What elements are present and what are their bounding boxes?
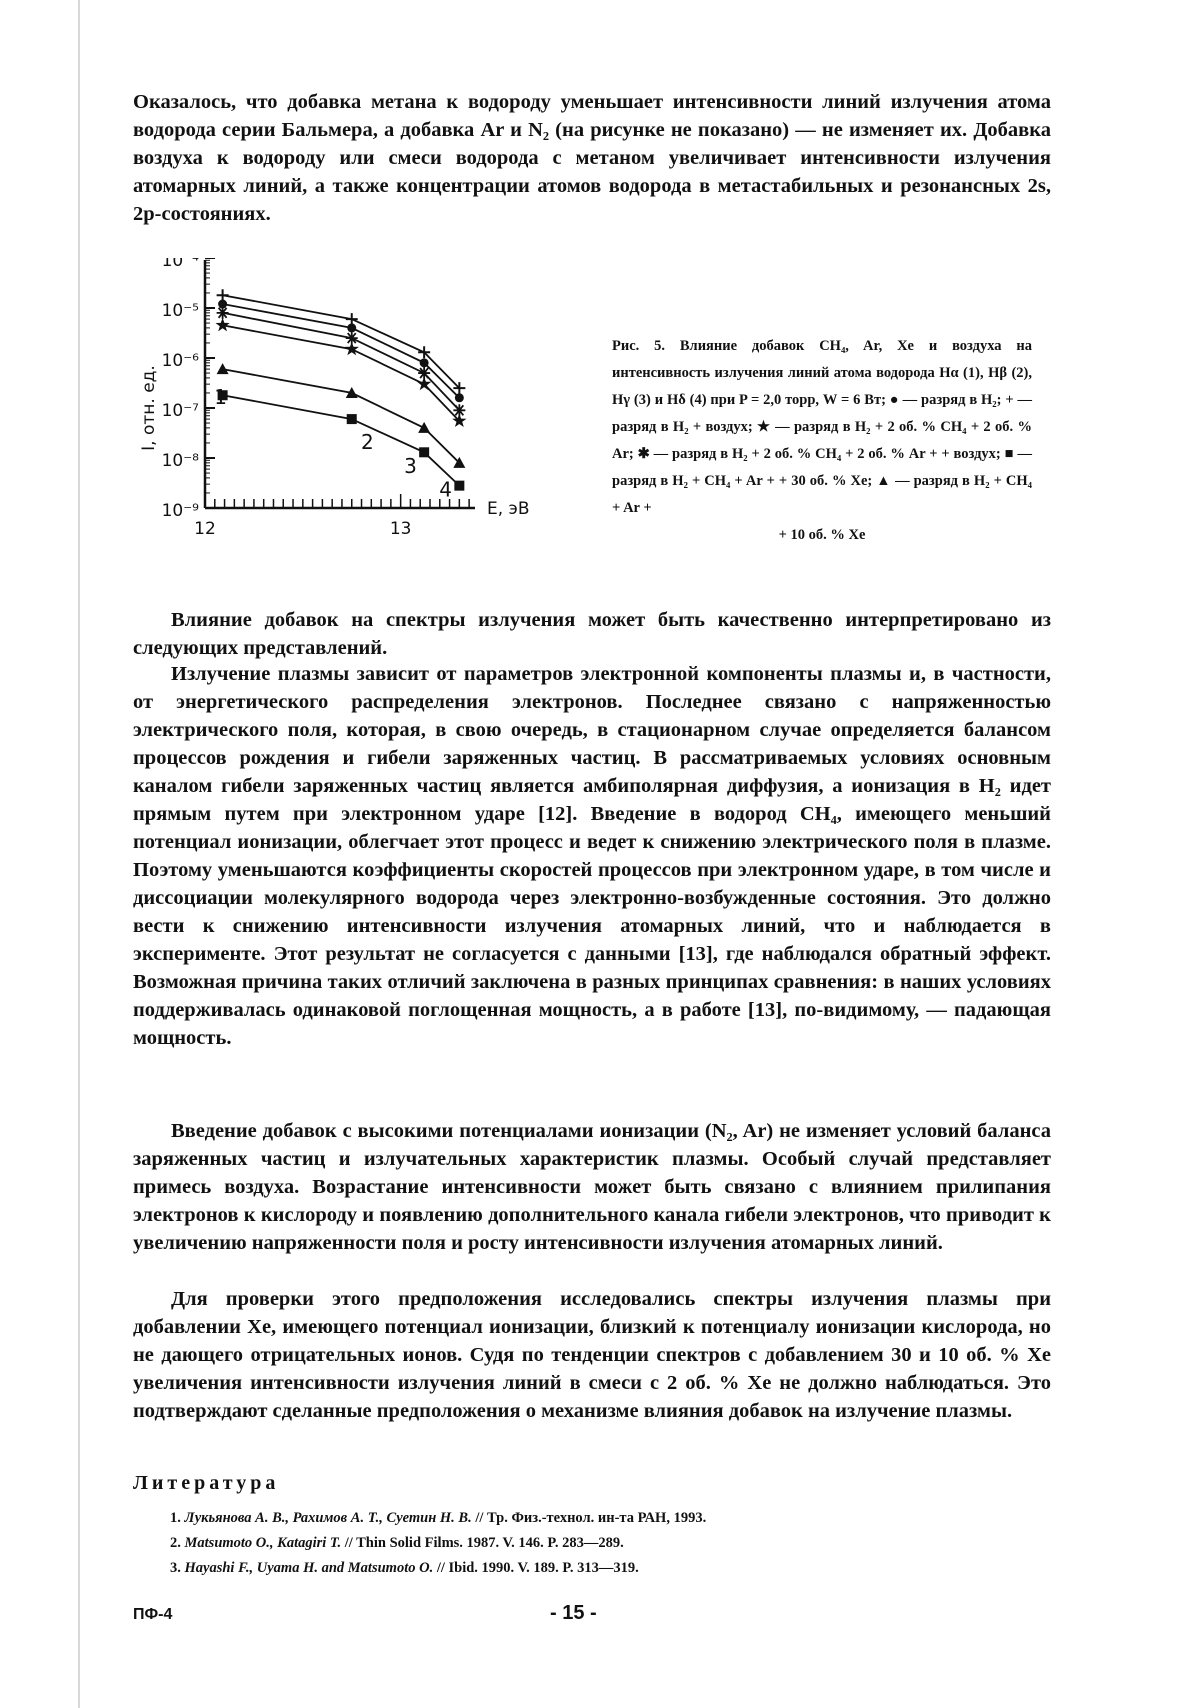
data-point — [419, 447, 429, 457]
reference-item — [170, 1531, 1050, 1556]
figure-5 — [130, 258, 600, 598]
paragraph-4: Введение добавок с высокими потенциалами ионизации (N₂, Ar) не изменяет условий баланса заряженных частиц и излучательных характеристик плазмы. Особый случай представляет примесь воздуха. Возрастание интенсивности может быть связано с влиянием прилипания электронов к кислороду и появлению дополнительного канала гибели электронов, что приводит к увеличению напряженности поля и росту интенсивности излучения атомарных линий. — [133, 1120, 1051, 1254]
reference-authors: Лукьянова А. В., Рахимов А. Т., Суетин Н. В. — [184, 1510, 472, 1526]
references-list — [170, 1506, 1050, 1581]
figure-5-chart — [130, 258, 600, 598]
y-tick-labels — [162, 258, 215, 521]
y-tick-label: 10⁻⁵ — [161, 301, 199, 321]
data-point — [454, 481, 464, 491]
series-layer — [216, 289, 467, 490]
x-tick-label: 13 — [389, 519, 412, 539]
reference-item — [170, 1506, 1050, 1531]
line-labels — [214, 385, 452, 501]
data-point — [217, 307, 229, 319]
references-heading: Литература — [133, 1472, 280, 1494]
y-tick-label: 10⁻⁹ — [161, 501, 199, 521]
reference-source: // Тр. Физ.-технол. ин-та РАН, 1993. — [475, 1510, 707, 1526]
line-label: 2 — [361, 430, 374, 455]
line-label: 1 — [214, 385, 228, 410]
reference-authors: Matsumoto O., Katagiri T. — [184, 1535, 342, 1551]
paragraph-2: Влияние добавок на спектры излучения может быть качественно интерпретировано из следующих представлений. — [133, 609, 1051, 659]
scan-edge — [78, 0, 80, 1708]
y-tick-label: 10⁻⁴ — [161, 258, 199, 271]
y-tick-label: 10⁻⁷ — [161, 401, 199, 421]
line-label: 4 — [439, 477, 453, 502]
data-point — [217, 363, 229, 374]
paragraph-3: Излучение плазмы зависит от параметров электронной компоненты плазмы и, в частности, от энергетического распределения электронов. Последнее связано с напряженностью электрического поля, которая, в свою очередь, в стационарном случае определяется балансом процессов рождения и гибели заряженных частиц. В рассматриваемых условиях основным каналом гибели заряженных частиц является амбиполярная диффузия, а ионизация в H₂ идет прямым путем при электронном ударе [12]. Введение в водород CH₄, имеющего меньший потенциал ионизации, облегчает этот процесс и ведет к снижению электрического поля в плазме. Поэтому уменьшаются коэффициенты скоростей процессов при электронном ударе, в том числе и диссоциации молекулярного водорода через электронно-возбужденные состояния. Это должно вести к снижению интенсивности излучения атомарных линий, что и наблюдается в эксперименте. Этот результат не согласуется с данными [13], где наблюдался обратный эффект. Возможная причина таких отличий заключена в разных принципах сравнения: в наших условиях поддерживалась одинаковой поглощенная мощность, а в работе [13], по-видимому, — падающая мощность. — [133, 663, 1051, 1049]
series-line — [223, 395, 460, 485]
page-number: - 15 - — [550, 1602, 597, 1624]
reference-number: 1. — [170, 1510, 181, 1526]
x-tick-labels — [194, 519, 411, 539]
data-point — [217, 289, 229, 301]
x-minor-ticks — [205, 494, 469, 508]
y-axis-label: I, отн. ед. — [139, 365, 159, 451]
figure-caption-text: Рис. 5. Влияние добавок CH₄, Ar, Xe и воздуха на интенсивность излучения линий атома водорода Hα (1), Hβ (2), Hγ (3) и Hδ (4) при P = 2,0 торр, W = 6 Вт; ● — разряд в H₂; + — разряд в H₂ + воздух; ★ — разряд в H₂ + 2 об. % CH₄ + 2 об. % Ar; ✱ — разряд в H₂ + 2 об. % CH₄ + 2 об. % Ar + + воздух; ■ — разряд в H₂ + CH₄ + Ar + + 30 об. % Xe; ▲ — разряд в H₂ + CH₄ + Ar + — [612, 338, 1032, 516]
reference-source: // Thin Solid Films. 1987. V. 146. P. 283—289. — [344, 1535, 624, 1551]
data-point — [420, 358, 429, 367]
data-point — [347, 323, 356, 332]
data-point — [418, 422, 430, 433]
paragraph-1: Оказалось, что добавка метана к водороду уменьшает интенсивности линий излучения атома водорода серии Бальмера, а добавка Ar и N₂ (на рисунке не показано) — не изменяет их. Добавка воздуха к водороду или смеси водорода с метаном увеличивает интенсивности излучения атомарных линий, а также концентрации атомов водорода в метастабильных и резонансных 2s, 2p-состояниях. — [133, 91, 1051, 225]
reference-item — [170, 1556, 1050, 1581]
series-square — [218, 390, 465, 490]
y-tick-label: 10⁻⁸ — [161, 451, 199, 471]
x-tick-label: 12 — [194, 519, 216, 539]
reference-number: 2. — [170, 1535, 181, 1551]
x-axis-label: E, эВ — [487, 499, 530, 519]
data-point — [347, 414, 357, 424]
figure-caption — [612, 333, 1032, 549]
paragraph-5: Для проверки этого предположения исследовались спектры излучения плазмы при добавлении Xe, имеющего потенциал ионизации, близкий к потенциалу ионизации кислорода, но не дающего отрицательных ионов. Судя по тенденции спектров с добавлением 30 и 10 об. % Xe увеличения интенсивности излучения линий в смеси с 2 об. % Xe не должно наблюдаться. Это подтверждают сделанные предположения о механизме влияния добавок на излучение плазмы. — [133, 1288, 1051, 1422]
reference-number: 3. — [170, 1560, 181, 1576]
y-tick-label: 10⁻⁶ — [161, 351, 199, 371]
footer-code: ПФ-4 — [133, 1606, 173, 1623]
reference-authors: Hayashi F., Uyama H. and Matsumoto O. — [184, 1560, 434, 1576]
reference-source: // Ibid. 1990. V. 189. P. 313—319. — [436, 1560, 639, 1576]
data-point — [216, 318, 230, 332]
data-point — [455, 393, 464, 402]
figure-caption-end: + 10 об. % Xe — [778, 527, 866, 543]
line-label: 3 — [404, 454, 417, 479]
data-point — [346, 313, 358, 325]
